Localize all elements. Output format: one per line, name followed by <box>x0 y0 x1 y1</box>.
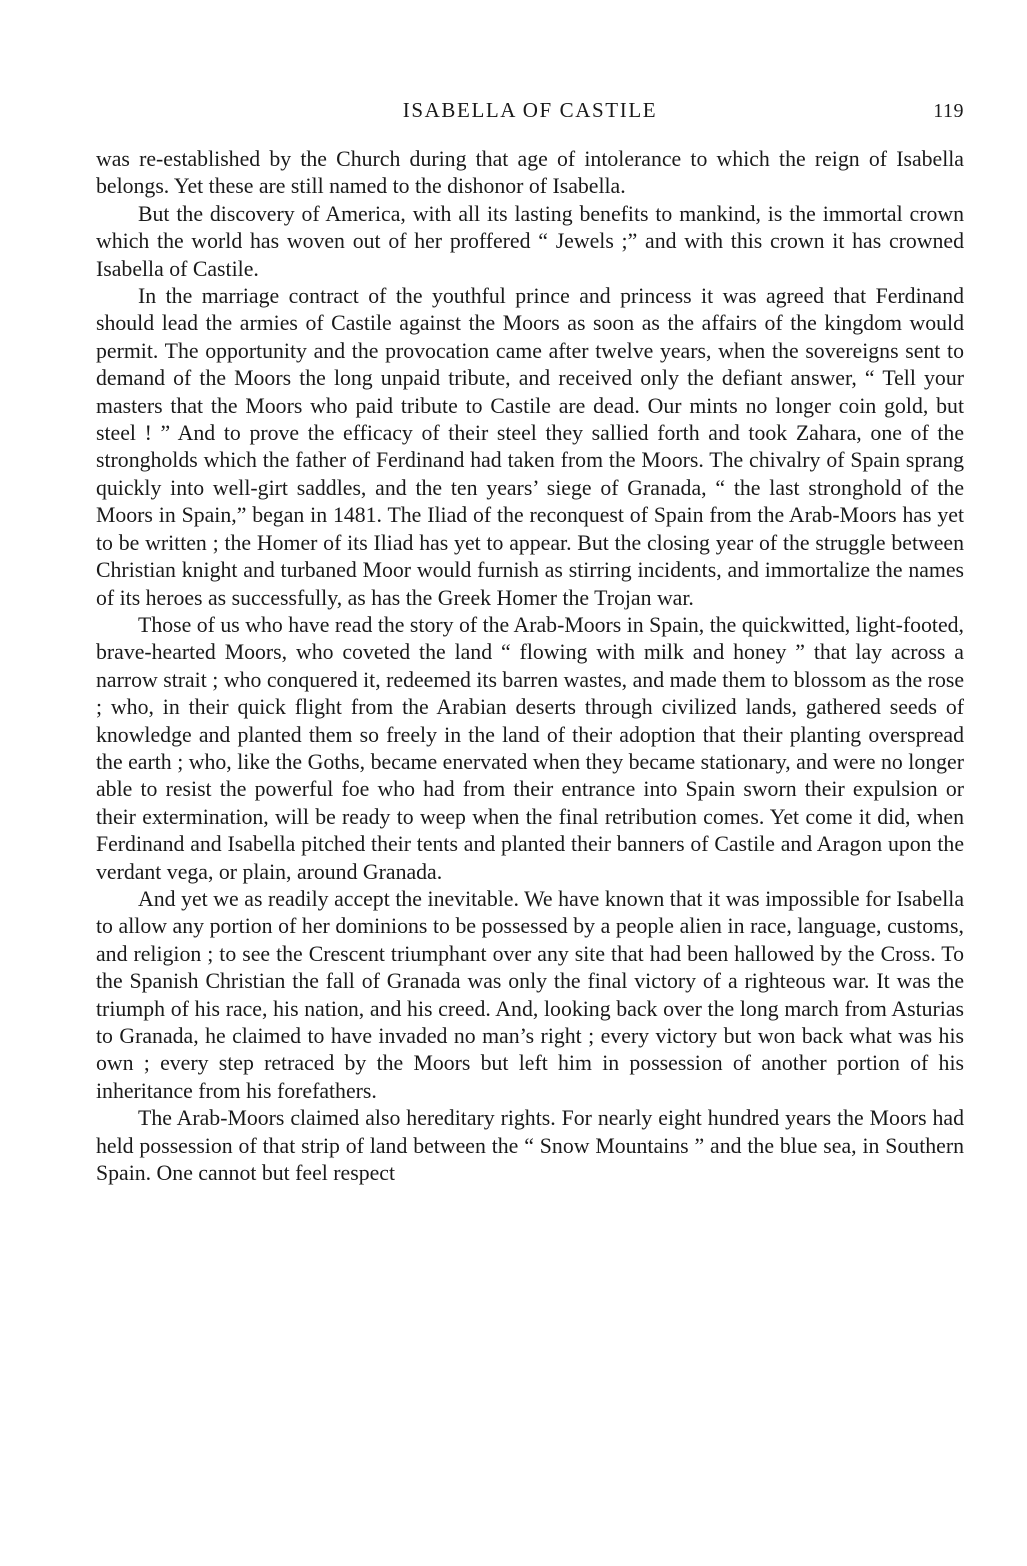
running-title: ISABELLA OF CASTILE <box>402 98 658 122</box>
page-number: 119 <box>933 100 964 122</box>
paragraph: was re-established by the Church during that age of intolerance to which the reign of Isabella belongs. Yet these are still named to the dishonor of Isabella. <box>96 147 964 199</box>
paragraph: Those of us who have read the story of the Arab-Moors in Spain, the quickwitted, light-footed, brave-hearted Moors, who coveted the land “ flowing with milk and honey ” that lay across a narrow strait ; who conquered it, redeemed its barren wastes, and made them to blossom as the rose ; who, in their quick flight from the Arabian deserts through civilized lands, gathered seeds of knowledge and planted them so freely in the land of their adoption that their planting overspread the earth ; who, like the Goths, became enervated when they became stationary, and were no longer able to resist the powerful foe who had from their entrance into Spain sworn their expulsion or their extermination, will be ready to weep when the final retribution comes. Yet come it did, when Ferdinand and Isabella pitched their tents and planted their banners of Castile and Aragon upon the verdant vega, or plain, around Granada. <box>96 612 964 884</box>
paragraph: In the marriage contract of the youthful prince and princess it was agreed that Ferdinand should lead the armies of Castile against the Moors as soon as the affairs of the kingdom would permit. The opportunity and the provocation came after twelve years, when the sovereigns sent to demand of the Moors the long unpaid tribute, and received only the defiant answer, “ Tell your masters that the Moors who paid tribute to Castile are dead. Our mints no longer coin gold, but steel ! ” And to prove the efficacy of their steel they sallied forth and took Zahara, one of the strongholds which the father of Ferdinand had taken from the Moors. The chivalry of Spain sprang quickly into well-girt saddles, and the ten years’ siege of Granada, “ the last stronghold of the Moors in Spain,” began in 1481. The Iliad of the reconquest of Spain from the Arab-Moors has yet to be written ; the Homer of its Iliad has yet to appear. But the closing year of the struggle between Christian knight and turbaned Moor would furnish as stirring incidents, and immortalize the names of its heroes as successfully, as has the Greek Homer the Trojan war. <box>96 284 964 610</box>
paragraph: But the discovery of America, with all its lasting benefits to mankind, is the immortal crown which the world has woven out of her proffered “ Jewels ;” and with this crown it has crowned Isabella of Castile. <box>96 201 964 281</box>
paragraph: And yet we as readily accept the inevitable. We have known that it was impossible for Isabella to allow any portion of her dominions to be possessed by a people alien in race, language, customs, and religion ; to see the Crescent triumphant over any site that had been hallowed by the Cross. To the Spanish Christian the fall of Granada was only the final victory of a righteous war. It was the triumph of his race, his nation, and his creed. And, looking back over the long march from Asturias to Granada, he claimed to have invaded no man’s right ; every victory but won back what was his own ; every step retraced by the Moors but left him in possession of another portion of his inheritance from his forefathers. <box>96 886 964 1103</box>
body-text <box>96 146 964 1187</box>
page-header <box>96 98 964 128</box>
paragraph: The Arab-Moors claimed also hereditary rights. For nearly eight hundred years the Moors had held possession of that strip of land between the “ Snow Mountains ” and the blue sea, in Southern Spain. One cannot but feel respect <box>96 1106 964 1186</box>
